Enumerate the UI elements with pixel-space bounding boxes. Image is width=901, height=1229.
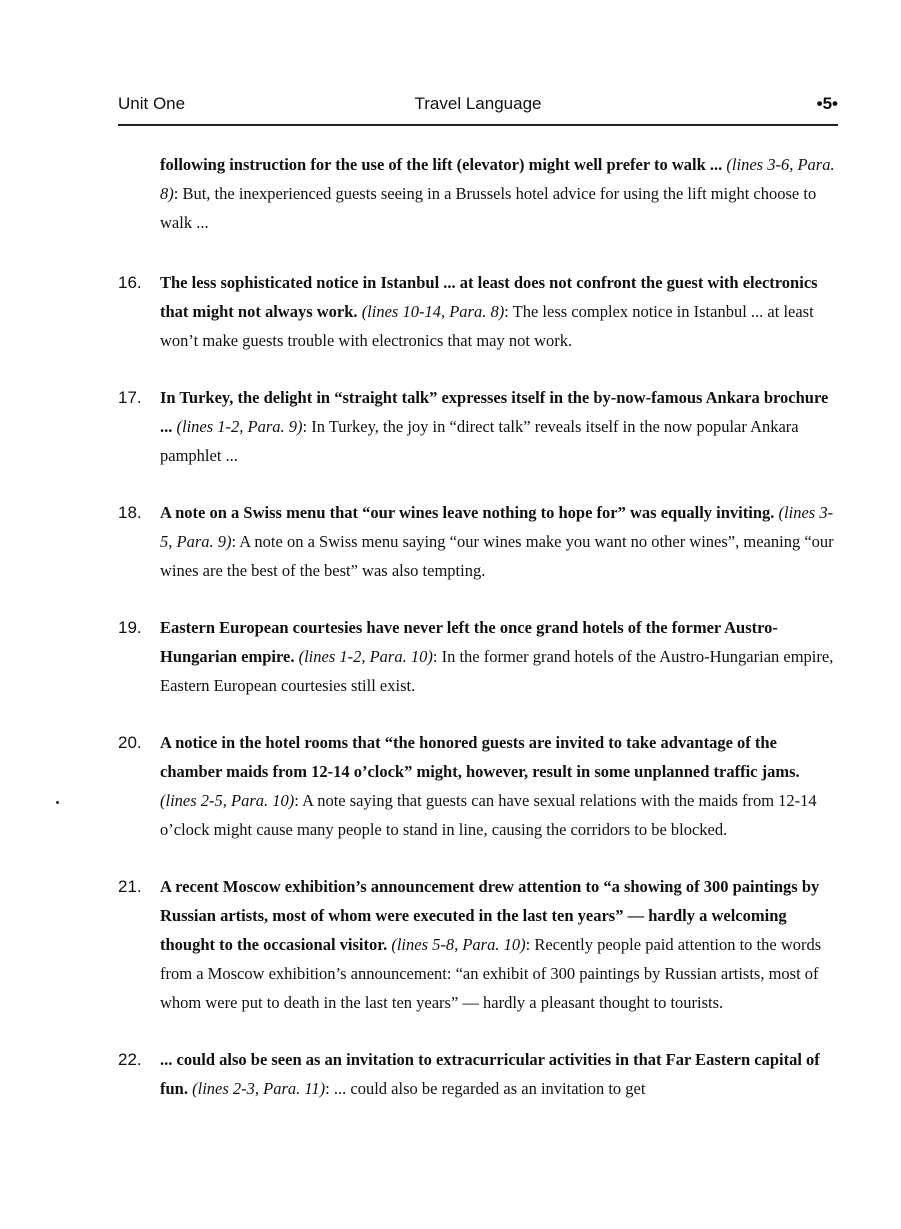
item-explanation: : But, the inexperienced guests seeing in a Brussels hotel advice for using the lift might choose to walk ... xyxy=(160,184,817,232)
header-rule xyxy=(118,124,838,126)
list-item xyxy=(118,613,840,700)
item-explanation: : In the former grand hotels of the Austro-Hungarian empire, Eastern European courtesies still exist. xyxy=(160,647,834,695)
item-quote: following instruction for the use of the lift (elevator) might well prefer to walk ... xyxy=(160,155,723,174)
item-quote: The less sophisticated notice in Istanbul ... at least does not confront the guest with electronics that might not always work. xyxy=(160,273,818,321)
item-number: 21. xyxy=(118,877,142,896)
item-number: 18. xyxy=(118,503,142,522)
item-reference: (lines 5-8, Para. 10) xyxy=(391,935,526,954)
item-explanation: : A note on a Swiss menu saying “our wines make you want no other wines”, meaning “our wines are the best of the best” was also tempting. xyxy=(160,532,834,580)
item-explanation: : The less complex notice in Istanbul ... at least won’t make guests trouble with electronics that may not work. xyxy=(160,302,814,350)
item-reference: (lines 2-5, Para. 10) xyxy=(160,791,295,810)
item-number: 16. xyxy=(118,273,142,292)
item-reference: (lines 1-2, Para. 10) xyxy=(298,647,433,666)
item-quote: In Turkey, the delight in “straight talk” expresses itself in the by-now-famous Ankara brochure ... xyxy=(160,388,829,436)
item-number: 17. xyxy=(118,388,142,407)
item-explanation: : A note saying that guests can have sexual relations with the maids from 12-14 o’clock might cause many people to stand in line, causing the corridors to be blocked. xyxy=(160,791,817,839)
item-quote: A note on a Swiss menu that “our wines leave nothing to hope for” was equally inviting. xyxy=(160,503,775,522)
list-item xyxy=(118,872,840,1017)
item-quote: A notice in the hotel rooms that “the honored guests are invited to take advantage of the chamber maids from 12-14 o’clock” might, however, result in some unplanned traffic jams. xyxy=(160,733,800,781)
list-item xyxy=(118,1045,840,1103)
item-number: 20. xyxy=(118,733,142,752)
item-reference: (lines 10-14, Para. 8) xyxy=(361,302,505,321)
unit-title: Unit One xyxy=(118,94,186,113)
item-number: 22. xyxy=(118,1050,142,1069)
list-item xyxy=(118,498,840,585)
item-quote: A recent Moscow exhibition’s announcement drew attention to “a showing of 300 paintings by Russian artists, most of whom were executed in the last ten years” — hardly a welcoming thought to the occasional visitor. xyxy=(160,877,820,954)
margin-dot xyxy=(56,801,59,804)
list-item xyxy=(118,383,840,470)
item-explanation: : In Turkey, the joy in “direct talk” reveals itself in the now popular Ankara pamphlet ... xyxy=(160,417,799,465)
item-reference: (lines 3-5, Para. 9) xyxy=(160,503,834,551)
page-number: •5• xyxy=(816,94,838,113)
page-header xyxy=(118,92,838,122)
list-item xyxy=(118,268,840,355)
item-quote: ... could also be seen as an invitation to extracurricular activities in that Far Eastern capital of fun. xyxy=(160,1050,820,1098)
item-number: 19. xyxy=(118,618,142,637)
continued-item xyxy=(118,150,840,237)
item-reference: (lines 2-3, Para. 11) xyxy=(192,1079,326,1098)
item-quote: Eastern European courtesies have never left the once grand hotels of the former Austro-Hungarian empire. xyxy=(160,618,778,666)
chapter-title: Travel Language xyxy=(414,94,542,113)
item-reference: (lines 3-6, Para. 8) xyxy=(160,155,835,203)
list-item xyxy=(118,728,840,844)
item-reference: (lines 1-2, Para. 9) xyxy=(176,417,303,436)
page-content xyxy=(118,150,840,1131)
item-explanation: : ... could also be regarded as an invitation to get xyxy=(325,1079,646,1098)
item-explanation: : Recently people paid attention to the words from a Moscow exhibition’s announcement: “an exhibit of 300 paintings by Russian artists, most of whom were put to death in the last ten years” — hardly a pleasant thought to tourists. xyxy=(160,935,822,1012)
